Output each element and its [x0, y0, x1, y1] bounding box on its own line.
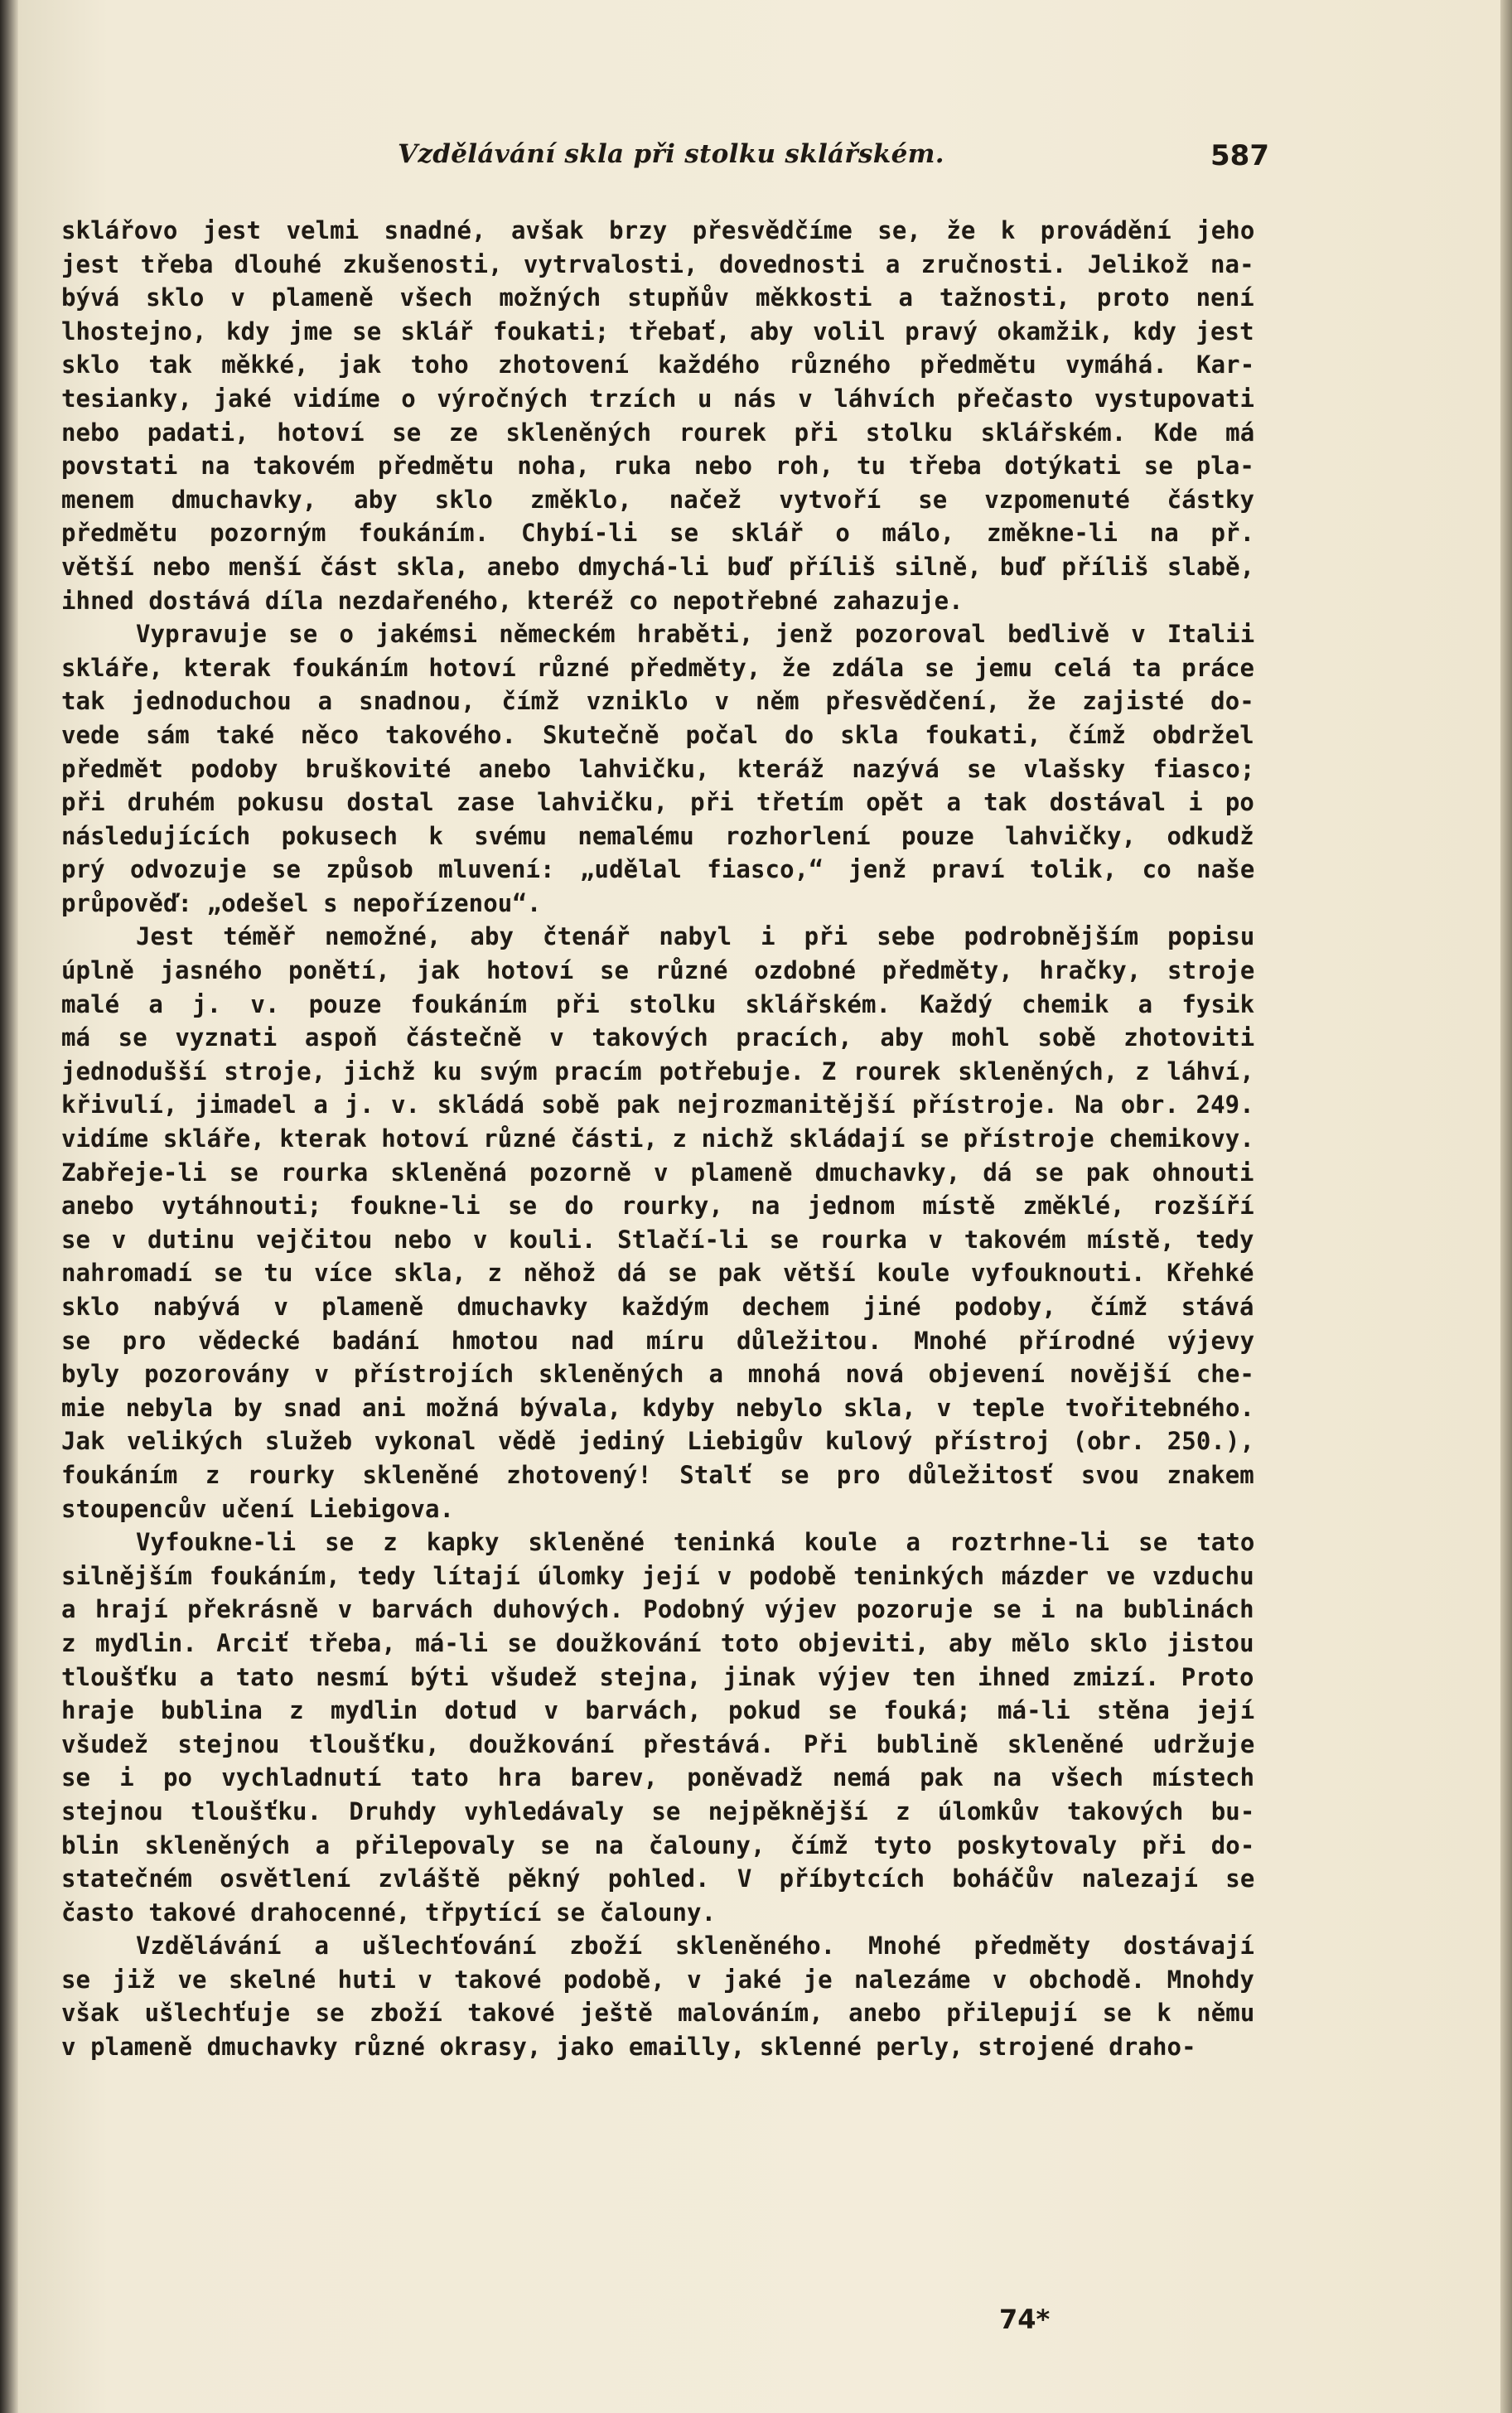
- text-line: sklo tak měkké, jak toho zhotovení každého různého předmětu vymáhá. Kar-: [61, 351, 1255, 380]
- paragraph: [61, 214, 1254, 617]
- text-line: ihned dostává díla nezdařeného, kteréž co nepotřebné zahazuje.: [61, 586, 964, 615]
- text-line: hraje bublina z mydlin dotud v barvách, pokud se fouká; má-li stěna její: [61, 1696, 1255, 1725]
- text-line: Vypravuje se o jakémsi německém hraběti, jenž pozoroval bedlivě v Italii: [136, 620, 1255, 649]
- text-line: Jest téměř nemožné, aby čtenář nabyl i při sebe podrobnějším popisu: [136, 922, 1255, 951]
- text-line: statečném osvětlení zvláště pěkný pohled. V příbytcích boháčův nalezají se: [61, 1864, 1255, 1893]
- page-header: [398, 139, 1269, 176]
- text-line: blin skleněných a přilepovaly se na čalouny, čímž tyto poskytovaly při do-: [61, 1830, 1255, 1859]
- text-line: z mydlin. Arciť třeba, má-li se doužkování toto objeviti, aby mělo sklo jistou: [61, 1628, 1254, 1657]
- text-line: tak jednoduchou a snadnou, čímž vzniklo v něm přesvědčení, že zajisté do-: [61, 687, 1254, 716]
- text-line: Jak velikých služeb vykonal vědě jediný Liebigův kulový přístroj (obr. 250.),: [61, 1427, 1255, 1456]
- text-line: lhostejno, kdy jme se sklář foukati; třebať, aby volil pravý okamžik, kdy jest: [61, 317, 1254, 346]
- text-line: předmět podoby bruškovité anebo lahvičku, kteráž nazývá se vlašsky fiasco;: [61, 754, 1255, 783]
- text-line: sklo nabývá v plameně dmuchavky každým dechem jiné podoby, čímž stává: [61, 1293, 1254, 1321]
- text-line: větší nebo menší část skla, anebo dmychá-li buď příliš silně, buď příliš slabě,: [61, 552, 1255, 581]
- text-line: však ušlechťuje se zboží takové ještě malováním, anebo přilepují se k němu: [61, 1999, 1255, 2028]
- text-line: skláře, kterak foukáním hotoví různé předměty, že zdála se jemu celá ta práce: [61, 653, 1255, 682]
- text-line: stejnou tloušťku. Druhdy vyhledávaly se nejpěknější z úlomkův takových bu-: [61, 1796, 1255, 1825]
- text-line: se v dutinu vejčitou nebo v kouli. Stlačí-li se rourka v takovém místě, tedy: [61, 1225, 1254, 1254]
- text-line: křivulí, jimadel a j. v. skládá sobě pak nejrozmanitější přístroje. Na obr. 249.: [61, 1090, 1254, 1119]
- text-line: průpověď: „odešel s nepořízenou“.: [61, 888, 542, 917]
- text-line: má se vyznati aspoň částečně v takových pracích, aby mohl sobě zhotoviti: [61, 1023, 1255, 1052]
- text-line: menem dmuchavky, aby sklo změklo, načež vytvoří se vzpomenuté částky: [61, 485, 1255, 514]
- text-line: při druhém pokusu dostal zase lahvičku, při třetím opět a tak dostával i po: [61, 788, 1254, 817]
- text-line: nebo padati, hotoví se ze skleněných rourek při stolku sklářském. Kde má: [61, 418, 1255, 447]
- paragraph: [61, 1526, 1254, 1929]
- text-line: nahromadí se tu více skla, z něhož dá se pak větší koule vyfouknouti. Křehké: [61, 1259, 1254, 1288]
- text-line: všudež stejnou tloušťku, doužkování přestává. Při bublině skleněné udržuje: [61, 1729, 1255, 1758]
- text-line: se již ve skelné huti v takové podobě, v jaké je nalezáme v obchodě. Mnohdy: [61, 1965, 1254, 1994]
- text-line: následujících pokusech k svému nemalému rozhorlení pouze lahvičky, odkudž: [61, 821, 1254, 850]
- page-number: 587: [1210, 139, 1269, 172]
- book-gutter: [0, 0, 18, 2413]
- signature-mark: 74*: [999, 2304, 1051, 2335]
- text-line: tesianky, jaké vidíme o výročných trzích u nás v láhvích přečasto vystupovati: [61, 384, 1255, 413]
- text-line: prý odvozuje se způsob mluvení: „udělal fiasco,“ jenž praví tolik, co naše: [61, 855, 1255, 884]
- paragraph: [61, 1929, 1254, 2063]
- text-line: povstati na takovém předmětu noha, ruka nebo roh, tu třeba dotýkati se pla-: [61, 452, 1254, 481]
- text-line: vidíme skláře, kterak hotoví různé části, z nichž skládají se přístroje chemikovy.: [61, 1124, 1254, 1153]
- text-line: jednodušší stroje, jichž ku svým pracím potřebuje. Z rourek skleněných, z láhví,: [61, 1057, 1254, 1086]
- text-line: stoupencův učení Liebigova.: [61, 1494, 455, 1523]
- text-line: a hrají překrásně v barvách duhových. Podobný výjev pozoruje se i na bublinách: [61, 1595, 1254, 1624]
- paragraph: [61, 920, 1254, 1526]
- text-line: mie nebyla by snad ani možná bývala, kdyby nebylo skla, v teple tvořitebného.: [61, 1393, 1255, 1422]
- text-line: byly pozorovány v přístrojích skleněných a mnohá nová objevení novější che-: [61, 1360, 1254, 1389]
- text-line: anebo vytáhnouti; foukne-li se do rourky, na jednom místě změklé, rozšíří: [61, 1192, 1254, 1221]
- text-line: se i po vychladnutí tato hra barev, poněvadž nemá pak na všech místech: [61, 1763, 1255, 1792]
- text-line: foukáním z rourky skleněné zhotovený! Stalť se pro důležitosť svou znakem: [61, 1460, 1254, 1489]
- text-line: Zabřeje-li se rourka skleněná pozorně v plameně dmuchavky, dá se pak ohnouti: [61, 1158, 1254, 1187]
- text-line: často takové drahocenné, třpytící se čalouny.: [61, 1898, 717, 1927]
- text-line: sklářovo jest velmi snadné, avšak brzy přesvědčíme se, že k provádění jeho: [61, 216, 1255, 244]
- text-line: bývá sklo v plameně všech možných stupňův měkkosti a tažnosti, proto není: [61, 283, 1254, 312]
- text-line: Vyfoukne-li se z kapky skleněné teninká koule a roztrhne-li se tato: [136, 1528, 1255, 1557]
- paragraph: [61, 617, 1254, 920]
- text-line: předmětu pozorným foukáním. Chybí-li se sklář o málo, změkne-li na př.: [61, 519, 1255, 548]
- page-edge: [1500, 0, 1512, 2413]
- running-head: Vzdělávání skla při stolku sklářském.: [398, 139, 944, 169]
- text-line: malé a j. v. pouze foukáním při stolku sklářském. Každý chemik a fysik: [61, 989, 1255, 1018]
- text-line: Vzdělávání a ušlechťování zboží skleněného. Mnohé předměty dostávají: [136, 1932, 1255, 1961]
- body-text: [61, 214, 1254, 2064]
- text-line: jest třeba dlouhé zkušenosti, vytrvalosti, dovednosti a zručnosti. Jelikož na-: [61, 249, 1254, 278]
- text-line: v plameně dmuchavky různé okrasy, jako emailly, sklenné perly, strojené draho-: [61, 2033, 1196, 2062]
- text-line: úplně jasného ponětí, jak hotoví se různé ozdobné předměty, hračky, stroje: [61, 956, 1255, 985]
- text-line: vede sám také něco takového. Skutečně počal do skla foukati, čímž obdržel: [61, 720, 1254, 749]
- text-line: se pro vědecké badání hmotou nad míru důležitou. Mnohé přírodné výjevy: [61, 1326, 1255, 1355]
- text-line: silnějším foukáním, tedy lítají úlomky její v podobě teninkých mázder ve vzduchu: [61, 1561, 1254, 1590]
- text-line: tloušťku a tato nesmí býti všudež stejna, jinak výjev ten ihned zmizí. Proto: [61, 1662, 1254, 1691]
